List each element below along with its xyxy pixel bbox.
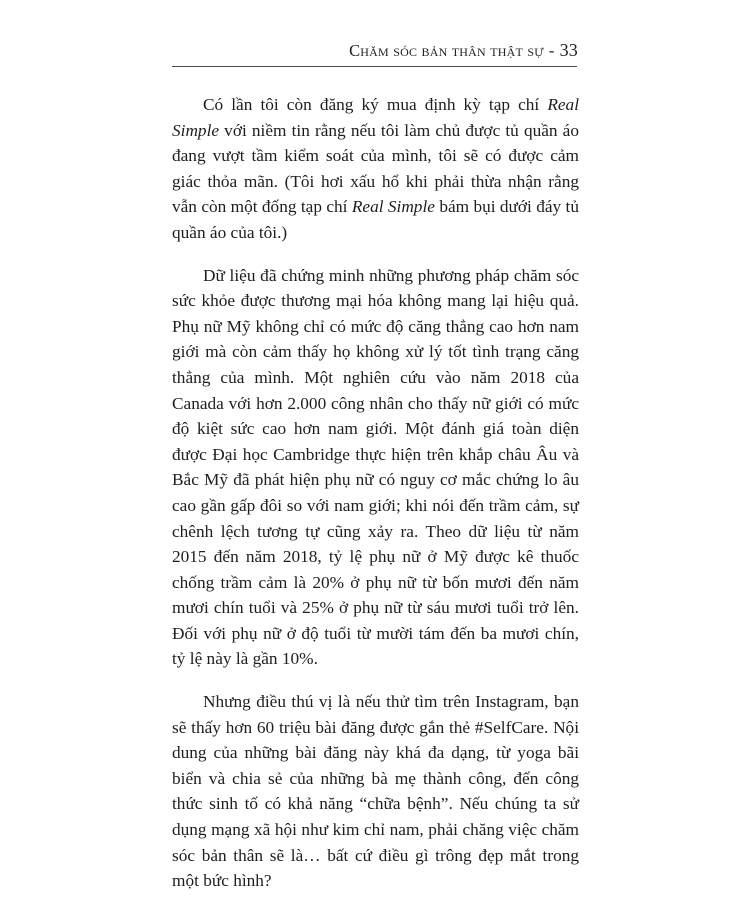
page-number: 33 (559, 40, 578, 60)
paragraph-2-text: Dữ liệu đã chứng minh những phương pháp chăm sóc sức khỏe được thương mại hóa không mang lại hiệu quả. Phụ nữ Mỹ không chỉ có mức độ căng thẳng cao hơn nam giới mà còn cảm thấy họ không xử lý tốt tình trạng căng thẳng của mình. Một nghiên cứu vào năm 2018 của Canada với hơn 2.000 công nhân cho thấy nữ giới có mức độ kiệt sức cao hơn nam giới. Một đánh giá toàn diện được Đại học Cambridge thực hiện trên khắp châu Âu và Bắc Mỹ đã phát hiện phụ nữ có nguy cơ mắc chứng lo âu cao gần gấp đôi so với nam giới; khi nói đến trầm cảm, sự chênh lệch tương tự cũng xảy ra. Theo dữ liệu từ năm 2015 đến năm 2018, tỷ lệ phụ nữ ở Mỹ được kê thuốc chống trầm cảm là 20% ở phụ nữ từ bốn mươi đến năm mươi chín tuổi và 25% ở phụ nữ từ sáu mươi tuổi trở lên. Đối với phụ nữ ở độ tuổi từ mười tám đến ba mươi chín, tỷ lệ này là gần 10%. (172, 265, 579, 669)
paragraph-2 (172, 263, 579, 673)
paragraph-3-text: Nhưng điều thú vị là nếu thử tìm trên Instagram, bạn sẽ thấy hơn 60 triệu bài đăng được gắn thẻ #SelfCare. Nội dung của những bài đăng này khá đa dạng, từ yoga bãi biển và chia sẻ của những bà mẹ thành công, đến công thức sinh tố có khả năng “chữa bệnh”. Nếu chúng ta sử dụng mạng xã hội như kim chỉ nam, phải chăng việc chăm sóc bản thân sẽ là… bất cứ điều gì trông đẹp mắt trong một bức hình? (172, 692, 579, 891)
header-separator: - (548, 41, 555, 60)
magazine-title: Real Simple (172, 95, 579, 140)
paragraph-3 (172, 689, 579, 894)
magazine-title: Real Simple (351, 197, 435, 217)
header-rule (172, 66, 577, 67)
paragraph-1-part-3: với niềm tin rằng nếu tôi làm chủ được tủ quần áo đang vượt tầm kiểm soát của mình, tôi sẽ có được cảm giác thỏa mãn. (Tôi hơi xấu hổ khi phải thừa nhận rằng vẫn còn một đống tạp chí (172, 120, 579, 217)
chapter-title: Chăm sóc bản thân thật sự (349, 41, 544, 60)
paragraph-1 (172, 92, 579, 246)
body-text (172, 92, 579, 911)
paragraph-1-part-1: Có lần tôi còn đăng ký mua định kỳ tạp chí (203, 95, 548, 114)
running-header (349, 40, 578, 61)
paragraph-1-part-5: bám bụi dưới đáy tủ quần áo của tôi.) (172, 197, 580, 242)
